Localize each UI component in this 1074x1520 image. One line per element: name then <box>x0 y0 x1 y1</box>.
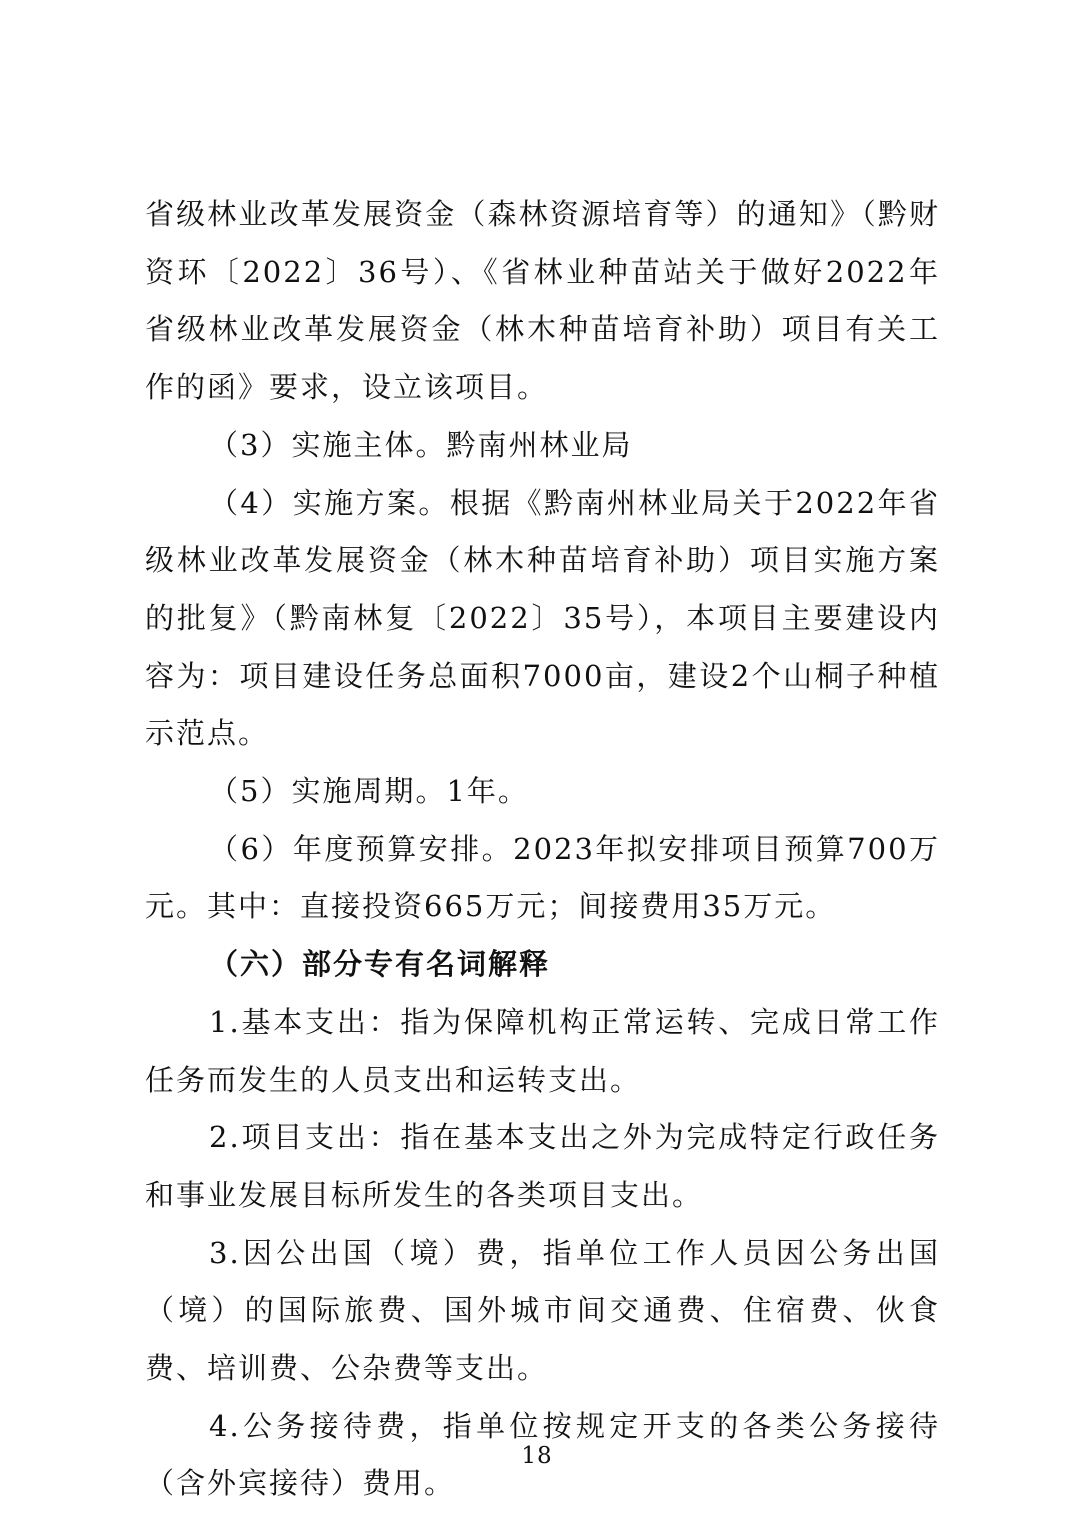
section-heading-terms: （六）部分专有名词解释 <box>209 947 551 982</box>
paragraph-implementation-period: （5）实施周期。1年。 <box>209 774 529 809</box>
body-text <box>145 186 940 1513</box>
page-number: 18 <box>521 1443 553 1469</box>
paragraph-notice-continuation: 省级林业改革发展资金（森林资源培育等）的通知》（黔财资环〔2022〕36号）、《省林业种苗站关于做好2022年省级林业改革发展资金（林木种苗培育补助）项目有关工作的函》要求，设立该项目。 <box>145 197 940 405</box>
paragraph-implementation-plan: （4）实施方案。根据《黔南州林业局关于2022年省级林业改革发展资金（林木种苗培育补助）项目实施方案的批复》（黔南林复〔2022〕35号），本项目主要建设内容为：项目建设任务总面积7000亩，建设2个山桐子种植示范点。 <box>145 485 940 751</box>
paragraph-term-overseas-travel: 3.因公出国（境）费，指单位工作人员因公务出国（境）的国际旅费、国外城市间交通费、住宿费、伙食费、培训费、公杂费等支出。 <box>145 1235 940 1386</box>
paragraph-term-official-reception: 4.公务接待费，指单位按规定开支的各类公务接待（含外宾接待）费用。 <box>145 1408 940 1501</box>
paragraph-term-project-expenditure: 2.项目支出：指在基本支出之外为完成特定行政任务和事业发展目标所发生的各类项目支出。 <box>145 1120 940 1212</box>
paragraph-annual-budget: （6）年度预算安排。2023年拟安排项目预算700万元。其中：直接投资665万元；间接费用35万元。 <box>145 831 940 924</box>
paragraph-term-basic-expenditure: 1.基本支出：指为保障机构正常运转、完成日常工作任务而发生的人员支出和运转支出。 <box>145 1004 940 1097</box>
paragraph-implementing-entity: （3）实施主体。黔南州林业局 <box>209 427 633 462</box>
